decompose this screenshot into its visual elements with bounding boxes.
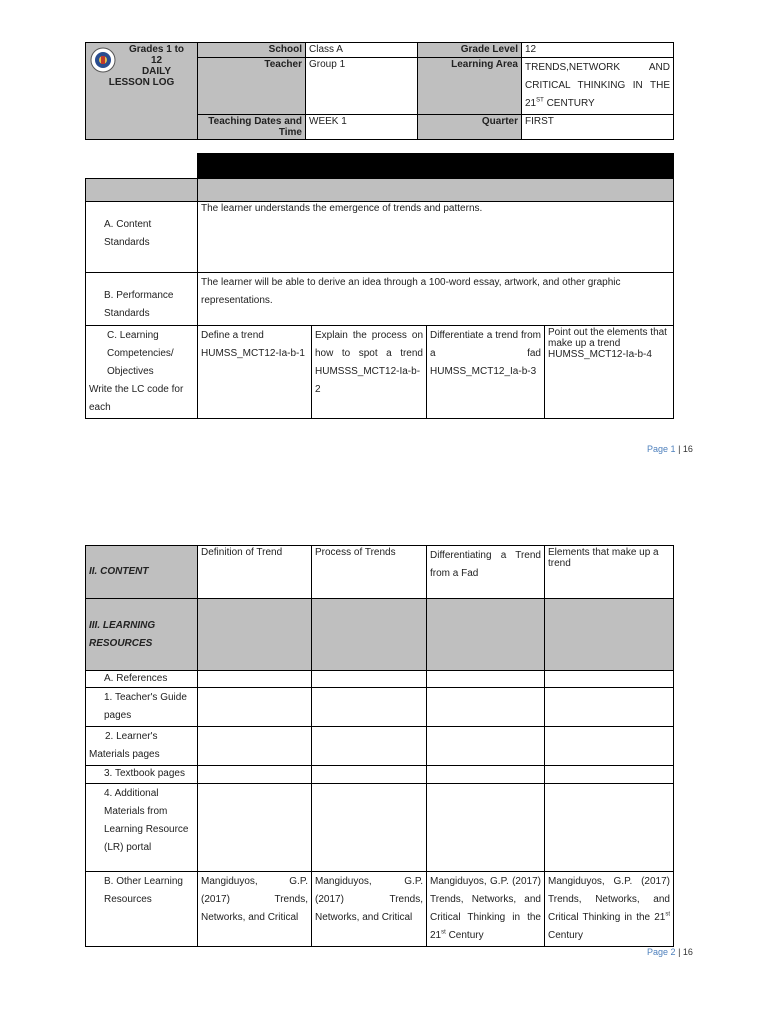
content-col-1: Definition of Trend	[198, 546, 312, 599]
references-label: A. References	[86, 671, 198, 688]
page-word: Page	[647, 444, 669, 454]
lm-cell-3	[427, 727, 545, 766]
grade-level-value: 12	[522, 43, 674, 58]
learning-area-sup: ST	[536, 97, 544, 104]
teachers-guide-label: 1. Teacher's Guide pages	[86, 688, 198, 727]
page-sep: |	[675, 444, 683, 454]
page-number-1	[647, 444, 693, 454]
learning-resources-label: III. LEARNING RESOURCES	[86, 599, 198, 671]
tg-cell-3	[427, 688, 545, 727]
am-cell-4	[545, 784, 674, 872]
competency-4: Point out the elements that make up a trend HUMSS_MCT12-Ia-b-4	[545, 326, 674, 419]
tb-cell-1	[198, 766, 312, 784]
other-resource-4-sup: st	[665, 911, 670, 918]
header-table	[85, 42, 674, 140]
references-cell-1	[198, 671, 312, 688]
learning-area-label: Learning Area	[418, 58, 522, 115]
page-number-2	[647, 947, 693, 957]
teacher-label: Teacher	[198, 58, 306, 115]
other-resource-4-end: Century	[548, 930, 584, 941]
references-cell-2	[312, 671, 427, 688]
page-total: 16	[682, 444, 693, 454]
quarter-value: FIRST	[522, 115, 674, 140]
page-word: Page	[647, 947, 669, 957]
learning-area-text: TRENDS,NETWORK AND CRITICAL THINKING IN THE 21	[525, 62, 670, 109]
lm-cell-2	[312, 727, 427, 766]
references-cell-3	[427, 671, 545, 688]
other-resource-3	[427, 872, 545, 947]
content-col-3: Differentiating a Trend from a Fad	[427, 546, 545, 599]
teacher-value: Group 1	[306, 58, 418, 115]
black-header-bar	[198, 154, 674, 179]
other-resource-4	[545, 872, 674, 947]
content-table	[85, 545, 674, 947]
school-value: Class A	[306, 43, 418, 58]
am-cell-3	[427, 784, 545, 872]
competency-3: Differentiate a trend from a fad HUMSS_MCT12_Ia-b-3	[427, 326, 545, 419]
other-resource-4-text: Mangiduyos, G.P. (2017) Trends, Networks, and Critical Thinking in the 21	[548, 876, 670, 923]
tg-cell-4	[545, 688, 674, 727]
textbook-pages-label: 3. Textbook pages	[86, 766, 198, 784]
content-col-2: Process of Trends	[312, 546, 427, 599]
page-num: 1	[670, 444, 676, 454]
content-standards-text: The learner understands the emergence of trends and patterns.	[198, 202, 674, 273]
resources-cell-1	[198, 599, 312, 671]
tb-cell-4	[545, 766, 674, 784]
performance-standards-label: B. Performance Standards	[86, 273, 198, 326]
lm-cell-1	[198, 727, 312, 766]
title-line-4: LESSON LOG	[108, 77, 175, 88]
other-resource-3-text: Mangiduyos, G.P. (2017) Trends, Networks, and Critical Thinking in the 21	[430, 876, 541, 941]
tb-cell-3	[427, 766, 545, 784]
title-line-2: 12	[150, 55, 163, 66]
tg-cell-1	[198, 688, 312, 727]
competencies-sub: Write the LC code for each	[89, 384, 184, 413]
title-line-3: DAILY	[141, 66, 172, 77]
learning-area-text-end: CENTURY	[543, 98, 595, 109]
learners-materials-label: 2. Learner's Materials pages	[86, 727, 198, 766]
school-label: School	[198, 43, 306, 58]
content-col-4: Elements that make up a trend	[545, 546, 674, 599]
resources-cell-2	[312, 599, 427, 671]
am-cell-2	[312, 784, 427, 872]
gray-row-left	[86, 179, 198, 202]
competency-2: Explain the process on how to spot a trend HUMSSS_MCT12-Ia-b-2	[312, 326, 427, 419]
other-resource-3-end: Century	[445, 930, 484, 941]
other-resource-3-sup: st	[441, 929, 446, 936]
lm-cell-4	[545, 727, 674, 766]
other-resource-2: Mangiduyos, G.P. (2017) Trends, Networks, and Critical	[312, 872, 427, 947]
blank-corner	[86, 154, 198, 179]
objectives-table	[85, 153, 674, 419]
page-sep: |	[675, 947, 683, 957]
competencies-label: C. Learning Competencies/ Objectives	[107, 330, 174, 377]
deped-title-cell	[86, 43, 198, 140]
other-resources-label: B. Other Learning Resources	[86, 872, 198, 947]
grade-level-label: Grade Level	[418, 43, 522, 58]
page-num: 2	[670, 947, 676, 957]
deped-seal-icon	[90, 47, 116, 73]
tb-cell-2	[312, 766, 427, 784]
performance-standards-text: The learner will be able to derive an idea through a 100-word essay, artwork, and other graphic representations.	[198, 273, 674, 326]
content-standards-label: A. Content Standards	[86, 202, 198, 273]
teaching-dates-value: WEEK 1	[306, 115, 418, 140]
content-label: II. CONTENT	[86, 546, 198, 599]
additional-materials-label: 4. Additional Materials from Learning Resource (LR) portal	[86, 784, 198, 872]
tg-cell-2	[312, 688, 427, 727]
resources-cell-4	[545, 599, 674, 671]
references-cell-4	[545, 671, 674, 688]
am-cell-1	[198, 784, 312, 872]
quarter-label: Quarter	[418, 115, 522, 140]
page-total: 16	[682, 947, 693, 957]
resources-cell-3	[427, 599, 545, 671]
title-line-1: Grades 1 to	[128, 44, 185, 55]
competency-1: Define a trend HUMSS_MCT12-Ia-b-1	[198, 326, 312, 419]
other-resource-1: Mangiduyos, G.P. (2017) Trends, Networks, and Critical	[198, 872, 312, 947]
learning-area-value	[522, 58, 674, 115]
teaching-dates-label: Teaching Dates and Time	[198, 115, 306, 140]
gray-row-right	[198, 179, 674, 202]
competencies-label-cell	[86, 326, 198, 419]
